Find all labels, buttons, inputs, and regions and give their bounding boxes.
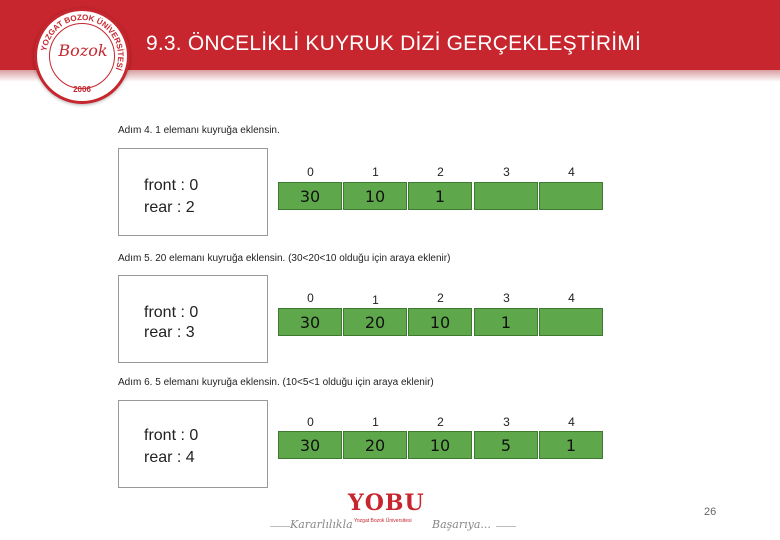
array-cell xyxy=(539,182,603,210)
array-index: 4 xyxy=(568,165,575,179)
pointer-box xyxy=(118,148,268,236)
array-index: 0 xyxy=(307,291,314,305)
array-index: 2 xyxy=(437,415,444,429)
pointer-box xyxy=(118,275,268,363)
svg-text:YOZGAT BOZOK ÜNİVERSİTESİ: YOZGAT BOZOK ÜNİVERSİTESİ xyxy=(39,12,126,72)
pointer-box xyxy=(118,400,268,488)
yobu-logo-text: YOBU xyxy=(348,490,425,516)
rear-label: rear : 2 xyxy=(144,199,195,216)
footer-slogan-left: Kararlılıkla xyxy=(290,518,353,531)
array-cell xyxy=(539,308,603,336)
footer-divider xyxy=(270,526,290,527)
array-cell: 30 xyxy=(278,431,342,459)
array-cell: 1 xyxy=(539,431,603,459)
array-index: 3 xyxy=(503,165,510,179)
front-label: front : 0 xyxy=(144,304,199,321)
step-caption: Adım 5. 20 elemanı kuyruğa eklensin. (30<20<10 olduğu için araya eklenir) xyxy=(118,253,451,264)
array-index: 0 xyxy=(307,415,314,429)
slide-title: 9.3. ÖNCELİKLİ KUYRUK DİZİ GERÇEKLEŞTİRİMİ xyxy=(146,32,642,55)
array-index: 0 xyxy=(307,165,314,179)
array-index: 4 xyxy=(568,415,575,429)
rear-label: rear : 4 xyxy=(144,449,195,466)
footer-divider xyxy=(496,526,516,527)
array-index: 2 xyxy=(437,165,444,179)
array-index: 1 xyxy=(372,415,379,429)
step-caption: Adım 6. 5 elemanı kuyruğa eklensin. (10<5<1 olduğu için araya eklenir) xyxy=(118,377,434,388)
page-number: 26 xyxy=(704,506,717,518)
array-cell: 1 xyxy=(408,182,472,210)
seal-year: 2006 xyxy=(73,85,91,94)
array-index: 4 xyxy=(568,291,575,305)
array-index: 1 xyxy=(372,165,379,179)
array-cell: 5 xyxy=(474,431,538,459)
array-cell: 20 xyxy=(343,431,407,459)
array-index: 2 xyxy=(437,291,444,305)
rear-label: rear : 3 xyxy=(144,324,195,341)
array-cell: 1 xyxy=(474,308,538,336)
array-index: 3 xyxy=(503,291,510,305)
array-cell xyxy=(474,182,538,210)
array-cell: 30 xyxy=(278,182,342,210)
front-label: front : 0 xyxy=(144,427,199,444)
array-cell: 10 xyxy=(408,308,472,336)
array-index: 3 xyxy=(503,415,510,429)
array-cell: 10 xyxy=(408,431,472,459)
yobu-logo xyxy=(348,490,425,530)
step-caption: Adım 4. 1 elemanı kuyruğa eklensin. xyxy=(118,125,280,136)
footer-slogan-right: Başarıya... xyxy=(432,518,491,531)
seal-signature: Bozok xyxy=(58,41,108,60)
array-cell: 10 xyxy=(343,182,407,210)
array-cell: 30 xyxy=(278,308,342,336)
yobu-logo-subtext: Yozgat Bozok Üniversitesi xyxy=(354,518,412,524)
array-index: 1 xyxy=(372,293,379,307)
front-label: front : 0 xyxy=(144,177,199,194)
university-seal-logo xyxy=(34,8,130,104)
array-cell: 20 xyxy=(343,308,407,336)
